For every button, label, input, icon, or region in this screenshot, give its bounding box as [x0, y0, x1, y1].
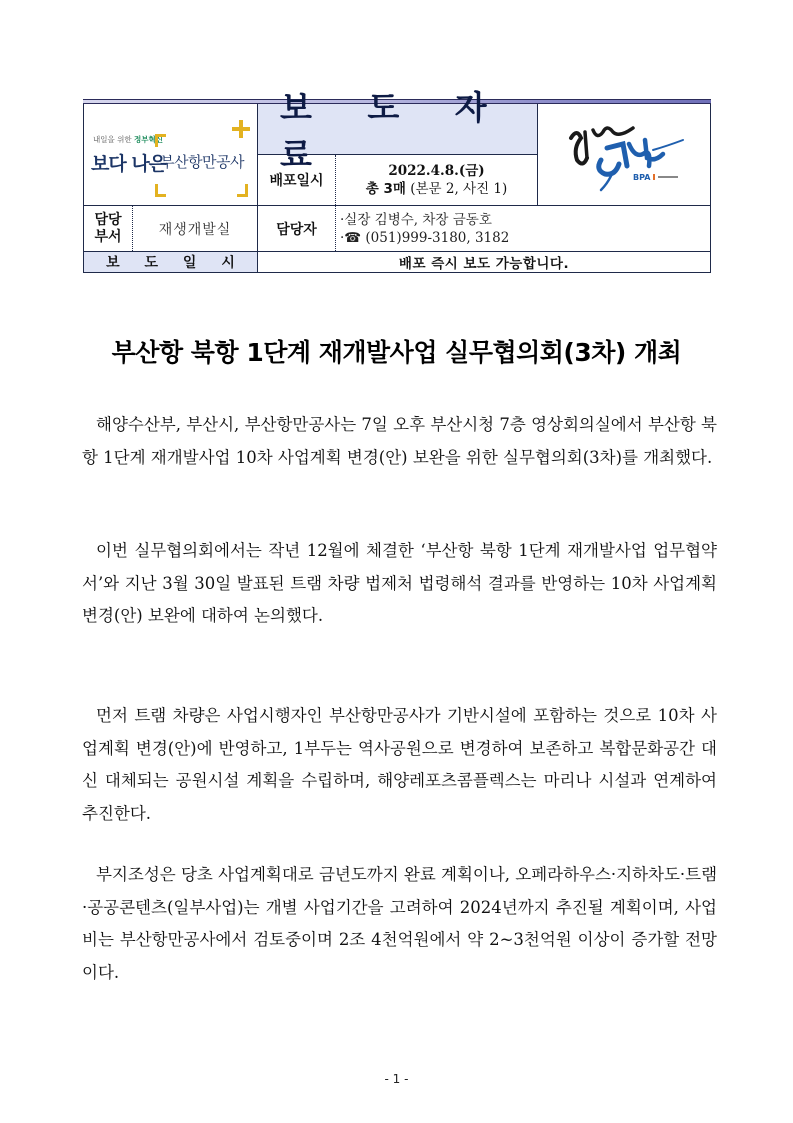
logo-organization: 부산항만공사	[160, 153, 244, 171]
release-time-value: 배포 즉시 보도 가능합니다.	[258, 251, 711, 273]
body-paragraph: 부지조성은 당초 사업계획대로 금년도까지 완료 계획이나, 오페라하우스·지하차도·트램·공공콘텐츠(일부사업)는 개별 사업기간을 고려하여 2024년까지 추진될 계획이며, 사업비는 부산항만공사에서 검토중이며 2조 4천억원에서 약 2~3천억원 이상이 증가할 전망이다.	[82, 865, 718, 982]
release-time-label: 보 도 일 시	[83, 251, 258, 273]
logo-tagline: 내일을 위한 정부혁신	[93, 135, 163, 144]
page-number: - 1 -	[384, 1072, 409, 1086]
busan-port-calligraphy-icon	[549, 110, 699, 200]
page-count: 총 3매 (본문 2, 사진 1)	[365, 181, 508, 197]
distribution-date: 2022.4.8.(금)	[388, 163, 485, 179]
body-paragraph: 해양수산부, 부산시, 부산항만공사는 7일 오후 부산시청 7층 영상회의실에서 부산항 북항 1단계 재개발사업 10차 사업계획 변경(안) 보완을 위한 실무협의회(3차)를 개최했다.	[82, 415, 717, 467]
distribution-info	[336, 155, 538, 205]
body-paragraph: 이번 실무협의회에서는 작년 12월에 체결한 ‘부산항 북항 1단계 재개발사업 업무협약서’와 지난 3월 30일 발표된 트램 차량 법제처 법령해석 결과를 반영하는 10차 사업계획 변경(안) 보완에 대하여 논의했다.	[82, 541, 717, 625]
headline: 부산항 북항 1단계 재개발사업 실무협의회(3차) 개최	[111, 338, 682, 367]
bracket-icon	[237, 184, 248, 197]
manager-contact	[336, 205, 711, 251]
manager-label: 담당자	[258, 205, 336, 251]
manager-names: ·실장 김병수, 차장 금동호	[340, 211, 492, 228]
bracket-icon	[155, 184, 166, 197]
document-title: 보 도 자 료	[258, 104, 538, 155]
distribution-label: 배포일시	[258, 155, 336, 205]
manager-phone: ·☎ (051)999-3180, 3182	[340, 229, 510, 246]
calligraphy-logo	[538, 104, 711, 205]
department-value: 재생개발실	[133, 205, 258, 251]
bpa-slogan-logo	[83, 104, 258, 205]
svg-text:BPA: BPA	[633, 172, 651, 182]
bracket-icon	[155, 134, 166, 147]
department-label: 담당 부서	[83, 205, 133, 251]
plus-icon	[232, 120, 250, 138]
logo-slogan: 보다 나은	[91, 153, 167, 175]
body-paragraph: 먼저 트램 차량은 사업시행자인 부산항만공사가 기반시설에 포함하는 것으로 10차 사업계획 변경(안)에 반영하고, 1부두는 역사공원으로 변경하여 보존하고 복합문화공간 대신 대체되는 공원시설 계획을 수립하며, 해양레포츠콤플렉스는 마리나 시설과 연계하여 추진한다.	[82, 706, 717, 823]
